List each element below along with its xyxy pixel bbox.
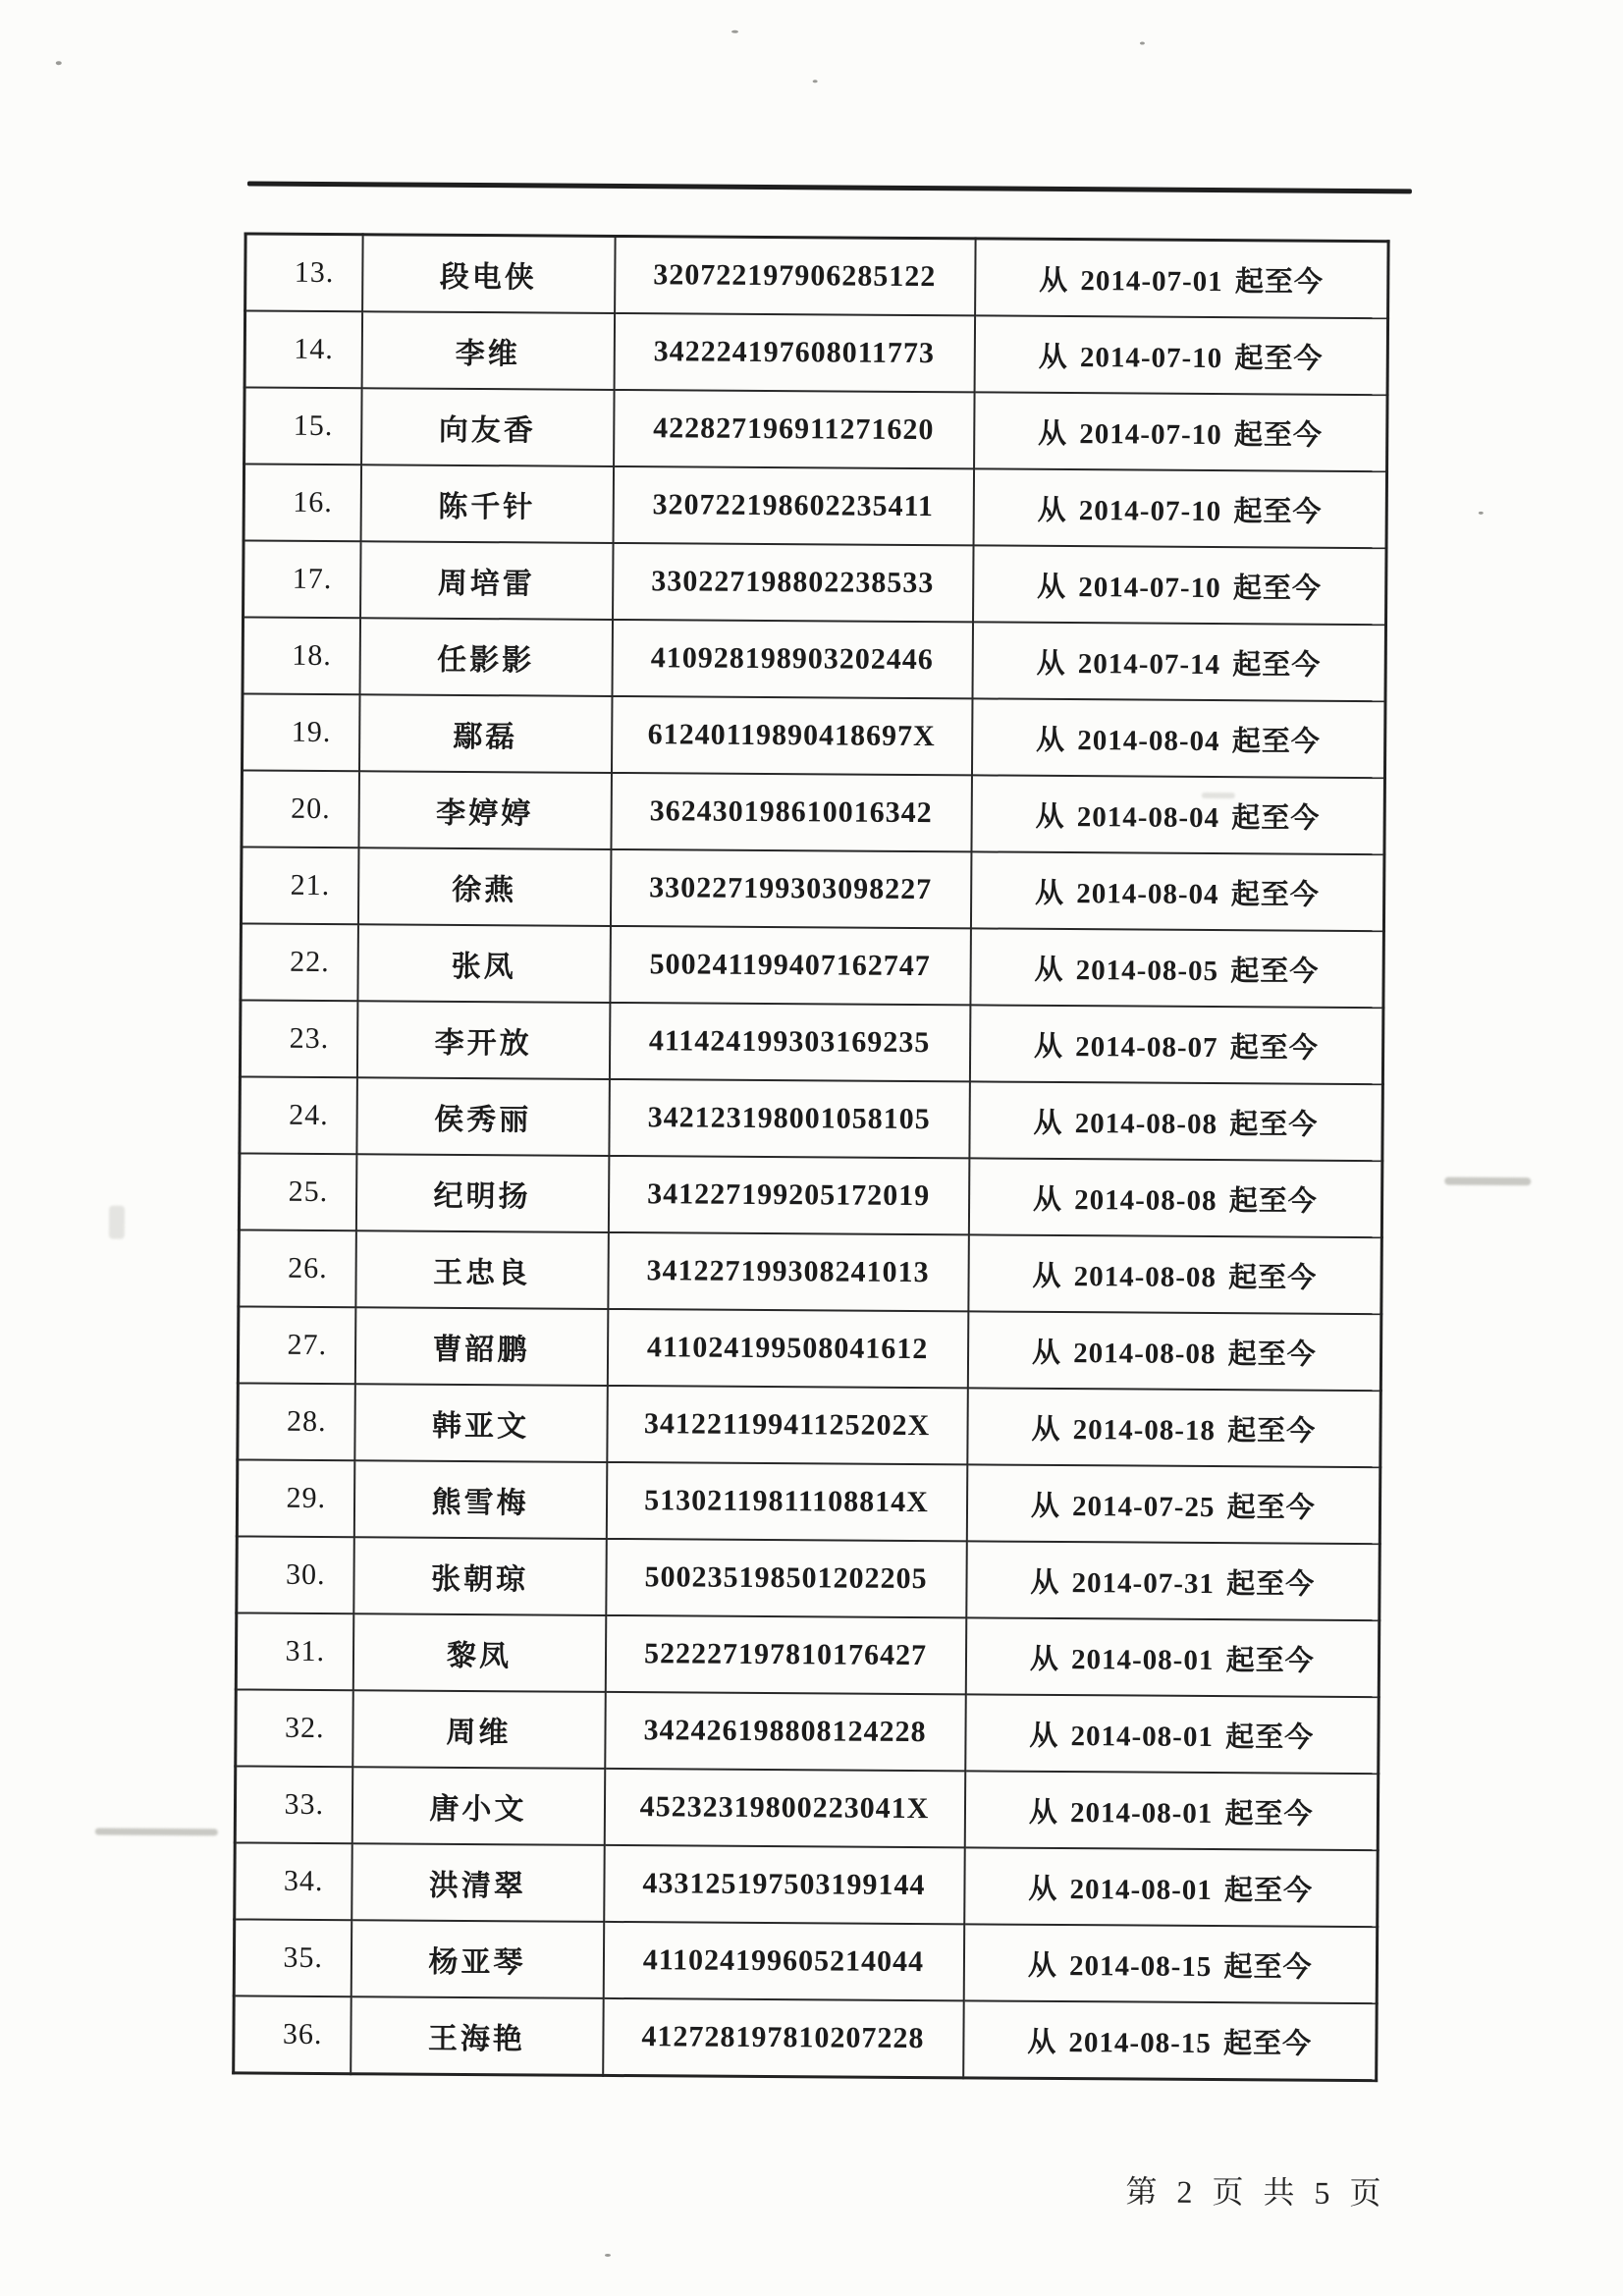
scan-speck	[1479, 512, 1484, 515]
table-row	[240, 1000, 1382, 1084]
table-row	[244, 387, 1387, 471]
id-number-cell: 341227199308241013	[608, 1232, 969, 1311]
id-number-cell: 433125197503199144	[604, 1845, 965, 1924]
id-number-cell: 422827196911271620	[614, 390, 975, 468]
id-number-cell: 320722198602235411	[613, 466, 974, 545]
table-row	[243, 617, 1385, 701]
person-name-cell: 段电侠	[362, 235, 616, 313]
row-number-cell: 36.	[234, 1995, 352, 2073]
person-name-cell: 黎凤	[352, 1613, 606, 1692]
scan-smear	[109, 1206, 125, 1239]
table-row	[236, 1689, 1379, 1774]
table-row	[235, 1842, 1378, 1927]
id-number-cell: 342224197608011773	[614, 313, 975, 392]
employment-period-cell: 从 2014-08-04 起至今	[971, 775, 1385, 854]
person-name-cell: 李维	[361, 311, 615, 390]
row-number-cell: 33.	[235, 1766, 352, 1843]
employment-period-cell: 从 2014-08-05 起至今	[970, 928, 1384, 1008]
row-number-cell: 26.	[239, 1230, 356, 1307]
row-number-cell: 17.	[243, 540, 361, 618]
id-number-cell: 411024199508041612	[607, 1309, 968, 1388]
employment-period-cell: 从 2014-07-31 起至今	[966, 1541, 1380, 1620]
person-name-cell: 纪明扬	[355, 1154, 609, 1232]
id-number-cell: 320722197906285122	[615, 236, 976, 315]
id-number-cell: 500235198501202205	[606, 1539, 967, 1617]
header-rule	[247, 181, 1412, 193]
scan-smear	[1202, 793, 1235, 798]
row-number-cell: 23.	[240, 1000, 357, 1077]
employment-period-cell: 从 2014-07-14 起至今	[972, 622, 1386, 701]
row-number-cell: 28.	[238, 1383, 355, 1460]
row-number-cell: 30.	[237, 1536, 354, 1613]
table-row	[235, 1766, 1378, 1850]
person-name-cell: 向友香	[361, 388, 615, 466]
employment-period-cell: 从 2014-07-10 起至今	[973, 545, 1387, 625]
id-number-cell: 522227197810176427	[605, 1615, 966, 1694]
page-indicator: 第 2 页 共 5 页	[1125, 2173, 1384, 2212]
scan-speck	[731, 30, 738, 33]
employment-period-cell: 从 2014-08-01 起至今	[965, 1694, 1380, 1774]
employment-period-cell: 从 2014-08-15 起至今	[963, 1924, 1378, 2003]
scan-speck	[56, 61, 62, 65]
roster-table	[232, 232, 1389, 2082]
person-name-cell: 侯秀丽	[356, 1077, 610, 1156]
employment-period-cell: 从 2014-08-08 起至今	[969, 1081, 1383, 1161]
table-row	[238, 1306, 1380, 1391]
person-name-cell: 唐小文	[352, 1767, 605, 1845]
person-name-cell: 李开放	[356, 1001, 610, 1079]
row-number-cell: 31.	[236, 1613, 353, 1690]
person-name-cell: 徐燕	[357, 847, 611, 926]
id-number-cell: 342123198001058105	[609, 1079, 970, 1158]
employment-period-cell: 从 2014-08-01 起至今	[964, 1847, 1379, 1927]
row-number-cell: 18.	[243, 617, 360, 694]
row-number-cell: 20.	[242, 770, 359, 847]
employment-period-cell: 从 2014-08-01 起至今	[964, 1771, 1379, 1850]
id-number-cell: 330227198802238533	[613, 543, 974, 622]
table-row	[241, 847, 1383, 931]
person-name-cell: 陈千针	[360, 465, 614, 543]
id-number-cell: 45232319800223041X	[604, 1769, 965, 1847]
roster-table-body	[234, 234, 1388, 2081]
table-row	[239, 1153, 1381, 1237]
id-number-cell: 500241199407162747	[610, 926, 971, 1005]
id-number-cell: 362430198610016342	[611, 773, 972, 851]
person-name-cell: 王海艳	[351, 1996, 604, 2075]
id-number-cell: 412728197810207228	[603, 1998, 964, 2078]
id-number-cell: 410928198903202446	[612, 620, 973, 698]
row-number-cell: 34.	[235, 1842, 352, 1920]
row-number-cell: 27.	[238, 1306, 355, 1384]
table-row	[242, 770, 1384, 854]
row-number-cell: 32.	[236, 1689, 353, 1767]
table-row	[241, 923, 1383, 1008]
employment-period-cell: 从 2014-08-08 起至今	[967, 1311, 1381, 1391]
employment-period-cell: 从 2014-08-07 起至今	[969, 1005, 1383, 1084]
row-number-cell: 21.	[241, 847, 358, 924]
row-number-cell: 29.	[237, 1459, 354, 1537]
scan-speck	[605, 2254, 611, 2257]
employment-period-cell: 从 2014-07-01 起至今	[975, 239, 1389, 318]
row-number-cell: 16.	[243, 464, 361, 541]
table-row	[243, 540, 1386, 625]
row-number-cell: 15.	[244, 387, 362, 465]
person-name-cell: 张朝琼	[353, 1537, 607, 1615]
id-number-cell: 411024199605214044	[603, 1922, 964, 2000]
person-name-cell: 周培雷	[360, 541, 614, 620]
table-row	[234, 1919, 1377, 2003]
person-name-cell: 洪清翠	[352, 1843, 605, 1922]
scan-speck	[813, 80, 818, 82]
row-number-cell: 13.	[245, 234, 363, 311]
person-name-cell: 杨亚琴	[351, 1920, 604, 1998]
row-number-cell: 35.	[234, 1919, 352, 1996]
row-number-cell: 14.	[244, 310, 362, 388]
person-name-cell: 张凤	[357, 924, 611, 1003]
row-number-cell: 19.	[242, 693, 359, 771]
employment-period-cell: 从 2014-08-08 起至今	[968, 1158, 1382, 1237]
employment-period-cell: 从 2014-07-10 起至今	[973, 468, 1387, 548]
employment-period-cell: 从 2014-08-01 起至今	[965, 1617, 1380, 1697]
person-name-cell: 王忠良	[355, 1230, 609, 1309]
row-number-cell: 24.	[240, 1076, 357, 1154]
employment-period-cell: 从 2014-08-04 起至今	[970, 851, 1384, 931]
table-row	[237, 1536, 1380, 1620]
table-row	[239, 1230, 1381, 1314]
table-row	[240, 1076, 1382, 1161]
id-number-cell: 411424199303169235	[609, 1003, 970, 1081]
table-row	[234, 1995, 1377, 2080]
person-name-cell: 鄢磊	[358, 694, 612, 773]
id-number-cell: 34122119941125202X	[607, 1386, 968, 1464]
id-number-cell: 51302119811108814X	[606, 1462, 967, 1541]
table-row	[242, 693, 1384, 778]
employment-period-cell: 从 2014-07-10 起至今	[974, 392, 1388, 471]
employment-period-cell: 从 2014-08-18 起至今	[967, 1388, 1381, 1467]
table-row	[243, 464, 1386, 548]
table-row	[244, 310, 1387, 395]
row-number-cell: 25.	[239, 1153, 356, 1230]
row-number-cell: 22.	[241, 923, 358, 1001]
person-name-cell: 熊雪梅	[353, 1460, 607, 1539]
scan-speck	[1140, 42, 1145, 45]
employment-period-cell: 从 2014-07-10 起至今	[974, 315, 1388, 395]
person-name-cell: 韩亚文	[354, 1384, 608, 1462]
person-name-cell: 李婷婷	[358, 771, 612, 849]
id-number-cell: 61240119890418697X	[611, 696, 972, 775]
table-row	[245, 234, 1388, 318]
employment-period-cell: 从 2014-07-25 起至今	[966, 1464, 1380, 1544]
id-number-cell: 342426198808124228	[605, 1692, 966, 1771]
scan-smear	[95, 1828, 218, 1835]
table-row	[237, 1459, 1380, 1544]
person-name-cell: 曹韶鹏	[354, 1307, 608, 1386]
employment-period-cell: 从 2014-08-15 起至今	[963, 2000, 1378, 2080]
id-number-cell: 330227199303098227	[610, 849, 971, 928]
table-row	[236, 1613, 1379, 1697]
person-name-cell: 任影影	[359, 618, 613, 696]
employment-period-cell: 从 2014-08-04 起至今	[971, 698, 1385, 778]
person-name-cell: 周维	[352, 1690, 606, 1769]
table-row	[238, 1383, 1380, 1467]
id-number-cell: 341227199205172019	[608, 1156, 969, 1234]
employment-period-cell: 从 2014-08-08 起至今	[968, 1234, 1382, 1314]
scan-smear	[1444, 1177, 1531, 1186]
